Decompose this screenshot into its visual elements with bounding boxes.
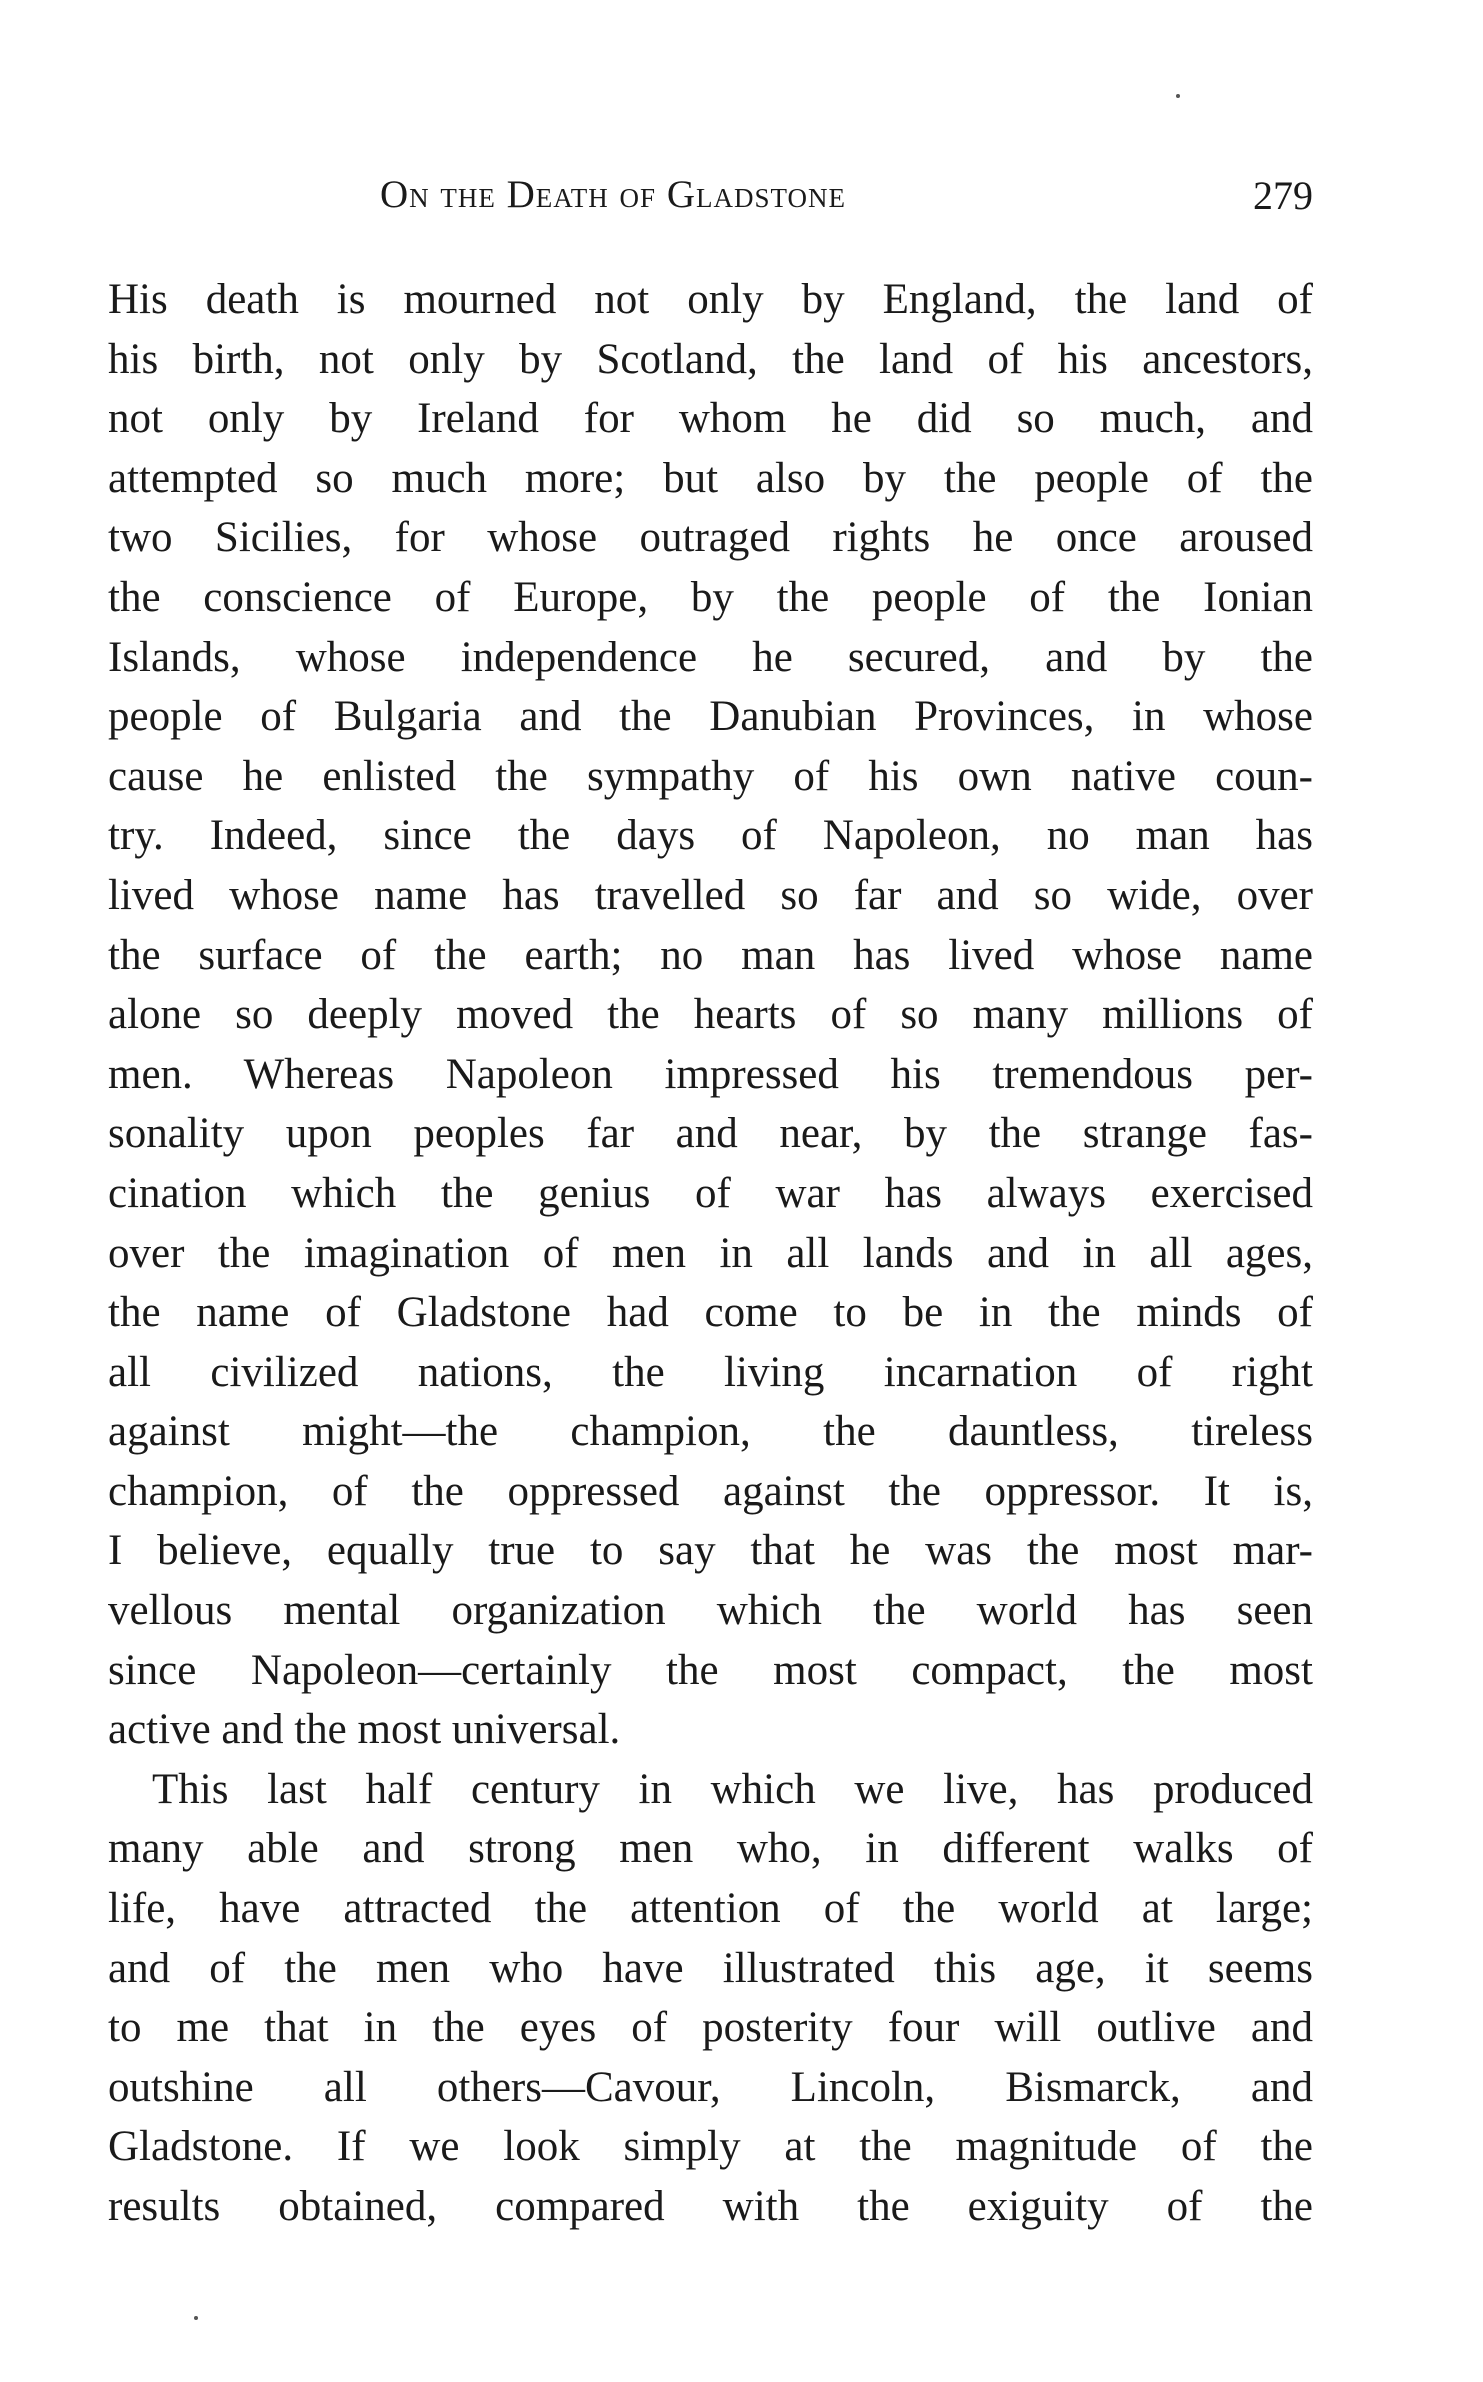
- text-line: attempted so much more; but also by the people of the: [108, 454, 1313, 502]
- paragraph-2: [108, 1760, 1313, 2237]
- paragraph-1: [108, 270, 1313, 1760]
- text-line: two Sicilies, for whose outraged rights he once aroused: [108, 514, 1313, 562]
- text-line: active and the most universal.: [108, 1706, 621, 1754]
- body-text: [108, 270, 1313, 2237]
- text-line: His death is mourned not only by England, the land of: [108, 276, 1313, 323]
- text-line: champion, of the oppressed against the oppressor. It is,: [108, 1467, 1313, 1515]
- text-line: over the imagination of men in all lands and in all ages,: [108, 1229, 1313, 1277]
- scan-speck: [1176, 94, 1180, 98]
- page-number: 279: [1253, 173, 1313, 218]
- text-line: the conscience of Europe, by the people of the Ionian: [108, 573, 1313, 621]
- text-line: lived whose name has travelled so far and so wide, over: [108, 871, 1313, 919]
- text-line: sonality upon peoples far and near, by the strange fas-: [108, 1110, 1313, 1158]
- text-line: This last half century in which we live, has produced: [152, 1765, 1313, 1813]
- text-line: to me that in the eyes of posterity four will outlive and: [108, 2004, 1313, 2052]
- text-line: all civilized nations, the living incarnation of right: [108, 1348, 1313, 1396]
- text-line: not only by Ireland for whom he did so much, and: [108, 395, 1313, 443]
- text-line: Gladstone. If we look simply at the magnitude of the: [108, 2123, 1313, 2171]
- text-line: his birth, not only by Scotland, the land of his ancestors,: [108, 335, 1313, 383]
- text-line: life, have attracted the attention of the world at large;: [108, 1885, 1313, 1933]
- text-line: since Napoleon—certainly the most compact, the most: [108, 1646, 1313, 1694]
- running-head: [108, 172, 1313, 232]
- text-line: men. Whereas Napoleon impressed his tremendous per-: [108, 1050, 1313, 1098]
- text-line: I believe, equally true to say that he was the most mar-: [108, 1527, 1313, 1575]
- text-line: results obtained, compared with the exiguity of the: [108, 2183, 1313, 2230]
- scan-speck: [194, 2316, 198, 2320]
- text-line: many able and strong men who, in different walks of: [108, 1825, 1313, 1873]
- text-line: the name of Gladstone had come to be in the minds of: [108, 1289, 1313, 1337]
- text-line: outshine all others—Cavour, Lincoln, Bismarck, and: [108, 2063, 1313, 2111]
- text-line: alone so deeply moved the hearts of so many millions of: [108, 991, 1313, 1039]
- text-line: Islands, whose independence he secured, and by the: [108, 633, 1313, 681]
- text-line: cause he enlisted the sympathy of his own native coun-: [108, 752, 1313, 800]
- text-line: against might—the champion, the dauntless, tireless: [108, 1408, 1313, 1456]
- running-title: On the Death of Gladstone: [380, 173, 846, 216]
- text-line: try. Indeed, since the days of Napoleon, no man has: [108, 812, 1313, 860]
- text-line: cination which the genius of war has always exercised: [108, 1169, 1313, 1217]
- text-line: vellous mental organization which the world has seen: [108, 1587, 1313, 1635]
- text-line: and of the men who have illustrated this age, it seems: [108, 1944, 1313, 1992]
- text-line: people of Bulgaria and the Danubian Provinces, in whose: [108, 693, 1313, 741]
- text-line: the surface of the earth; no man has lived whose name: [108, 931, 1313, 979]
